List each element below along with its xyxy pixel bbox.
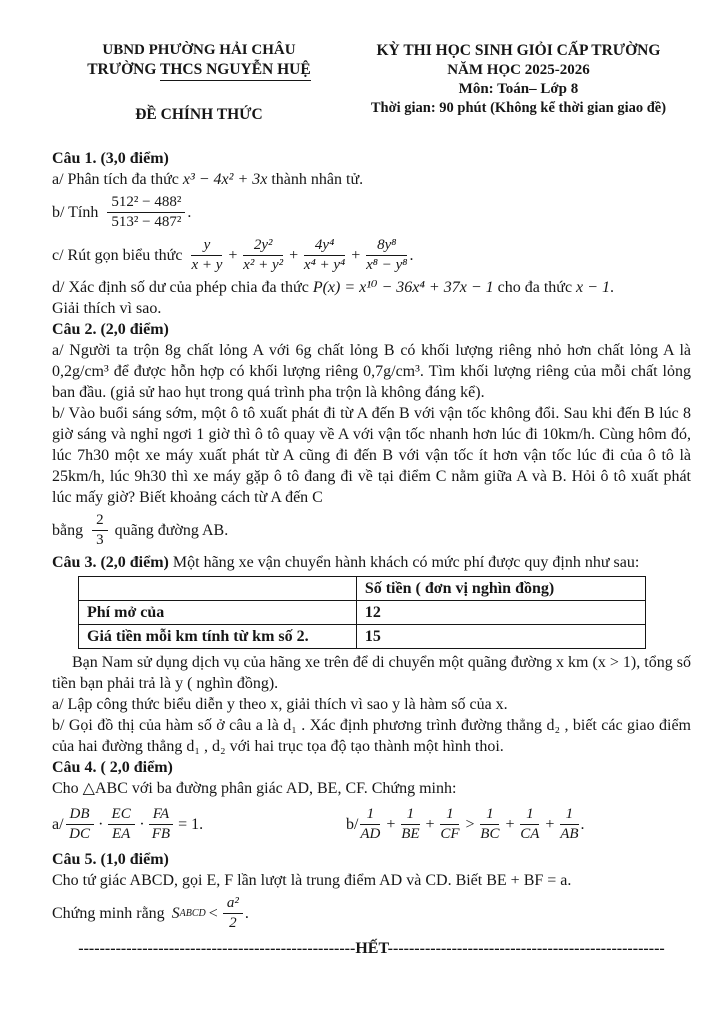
q1a-text: a/ Phân tích đa thức <box>52 171 179 188</box>
exam-title: KỲ THI HỌC SINH GIỎI CẤP TRƯỜNG <box>376 42 661 59</box>
q4b-period: . <box>580 815 585 833</box>
fee-open-value: 12 <box>356 601 645 625</box>
fraction-numerator: 4y⁴ <box>304 237 345 255</box>
exam-type-label: ĐỀ CHÍNH THỨC <box>135 106 263 123</box>
school-year: NĂM HỌC 2025-2026 <box>447 62 590 78</box>
question-1a <box>52 169 691 190</box>
fraction-denominator: x⁸ − y⁸ <box>366 256 408 273</box>
question-3-paragraph: Bạn Nam sử dụng dịch vụ của hãng xe trên để di chuyển một quãng đường x km (x > 1), tổng số tiền bạn phải trả là y ( nghìn đồng). <box>52 654 691 692</box>
question-3-title: Câu 3. (2,0 điểm) <box>52 554 169 571</box>
fraction-denominator: x⁴ + y⁴ <box>303 256 346 273</box>
question-3a: a/ Lập công thức biểu diễn y theo x, giải thích vì sao y là hàm số của x. <box>52 696 508 713</box>
q4a-fraction-3 <box>149 806 173 841</box>
fraction-denominator: 3 <box>96 531 104 548</box>
fraction-denominator: FB <box>151 825 171 842</box>
question-1d-line2: Giải thích vì sao. <box>52 300 162 317</box>
fraction-denominator: DC <box>69 825 90 842</box>
header-right <box>346 42 691 124</box>
fee-table-header-row <box>79 577 646 601</box>
question-4-formulas <box>52 801 691 847</box>
plus-operator: + <box>504 815 516 833</box>
question-1b <box>52 191 691 233</box>
question-2b: b/ Vào buổi sáng sớm, một ô tô xuất phát đi từ A đến B với vận tốc không đổi. Sau khi đến B lúc 8 giờ sáng và nghỉ ngơi 1 giờ thì ô tô quay về A với vận tốc nhanh hơn lúc đi 10km/h. Cùng hôm đó, lúc 7h30 một xe máy xuất phát từ A cũng đi đến B với vận tốc ít hơn vận tốc lúc đi của ô tô là 25km/h, lúc 9h30 thì xe máy gặp ô tô đang đi về tại điểm C nằm giữa A và B. Hỏi ô tô xuất phát lúc mấy giờ? Biết khoảng cách từ A đến C <box>52 405 691 506</box>
q4a-equals-one: = 1. <box>178 815 204 833</box>
fraction-numerator: 1 <box>480 806 499 824</box>
fraction-denominator: 513² − 487² <box>111 213 182 230</box>
fraction-denominator: 2 <box>229 914 237 931</box>
question-5-line1: Cho tứ giác ABCD, gọi E, F lần lượt là trung điểm AD và CD. Biết BE + BF = a. <box>52 872 572 889</box>
fraction-denominator: x² + y² <box>243 256 284 273</box>
q1c-fraction-3 <box>304 237 345 272</box>
fraction-denominator: AD <box>360 825 381 842</box>
area-subscript: ABCD <box>179 907 206 919</box>
school-name-underlined: THCS NGUYỄN HUỆ <box>160 61 311 81</box>
table-row <box>79 601 646 625</box>
fraction-numerator: 1 <box>520 806 539 824</box>
q1d-period: . <box>609 279 614 296</box>
q1b-text: b/ Tính <box>52 203 99 221</box>
q1d-polynomial: P(x) = x¹⁰ − 36x⁴ + 37x − 1 <box>312 279 494 296</box>
q4b-fraction-3 <box>440 806 459 841</box>
fraction-numerator: y <box>191 237 222 255</box>
plus-operator: + <box>288 246 299 264</box>
q1d-text: d/ Xác định số dư của phép chia đa thức <box>52 279 309 296</box>
fraction-numerator: a² <box>223 895 243 913</box>
exam-header <box>52 42 691 124</box>
header-left <box>52 42 346 124</box>
plus-operator: + <box>385 815 397 833</box>
q4a-fraction-2 <box>108 806 135 841</box>
table-row <box>79 625 646 649</box>
q4b-fraction-6 <box>560 806 578 841</box>
fraction-denominator: CA <box>520 825 540 842</box>
org-name: UBND PHƯỜNG HẢI CHÂU <box>102 42 296 58</box>
subject-grade: Môn: Toán– Lớp 8 <box>458 81 579 97</box>
q1d-divisor: x − 1 <box>576 279 610 296</box>
question-3-intro <box>52 552 691 573</box>
dot-operator: · <box>98 815 103 833</box>
plus-operator: + <box>424 815 436 833</box>
fee-table-header-empty <box>79 577 357 601</box>
question-1d <box>52 277 691 298</box>
q4a-expression <box>64 806 176 841</box>
fraction-denominator: EA <box>111 825 131 842</box>
q1c-fraction-1 <box>191 237 222 272</box>
question-3b: b/ Gọi đồ thị của hàm số ở câu a là d₁ . Xác định phương trình đường thẳng d₂ , biết các giao điểm của hai đường thẳng d₁ , d₂ với hai trục tọa độ tạo thành một hình thoi. <box>52 717 691 755</box>
q4a-fraction-1 <box>66 806 94 841</box>
fraction-denominator: AB <box>560 825 579 842</box>
q1c-expression <box>189 237 409 272</box>
plus-operator: + <box>544 815 556 833</box>
fraction-denominator: CF <box>440 825 460 842</box>
fee-table <box>78 576 646 649</box>
q1d-text-mid: cho đa thức <box>497 279 573 296</box>
q5-fraction <box>223 895 243 930</box>
fraction-denominator: BE <box>401 825 420 842</box>
fraction-numerator: 512² − 488² <box>107 194 185 212</box>
q1a-expression: x³ − 4x² + 3x <box>182 171 268 188</box>
q1c-period: . <box>409 246 414 264</box>
fraction-numerator: EC <box>108 806 135 824</box>
question-2-title: Câu 2. (2,0 điểm) <box>52 321 169 338</box>
fraction-denominator: x + y <box>191 256 223 273</box>
end-of-exam-divider <box>52 938 691 959</box>
q1c-text: c/ Rút gọn biểu thức <box>52 246 183 264</box>
plus-operator: + <box>350 246 362 264</box>
fraction-numerator: DB <box>66 806 94 824</box>
q1c-fraction-2 <box>243 237 283 272</box>
question-5-line2 <box>52 892 691 934</box>
fraction-denominator: BC <box>480 825 500 842</box>
q4b-fraction-4 <box>480 806 499 841</box>
question-4-title: Câu 4. ( 2,0 điểm) <box>52 759 173 776</box>
fraction-numerator: 2y² <box>243 237 283 255</box>
q5-period: . <box>244 904 249 922</box>
fraction-numerator: FA <box>149 806 173 824</box>
fee-table-header-amount: Số tiền ( đơn vị nghìn đồng) <box>356 577 645 601</box>
q4b-expression <box>358 806 580 841</box>
dot-operator: · <box>139 815 144 833</box>
q3-intro-text: Một hãng xe vận chuyển hành khách có mức phí được quy định như sau: <box>168 554 640 571</box>
q4a-label: a/ <box>52 815 64 833</box>
question-1c <box>52 234 691 276</box>
duration: Thời gian: 90 phút (Không kể thời gian giao đề) <box>370 100 667 116</box>
divider-dashes-left: ---------------------------------------------------- <box>78 940 356 957</box>
fraction-numerator: 1 <box>440 806 459 824</box>
fraction-numerator: 1 <box>401 806 419 824</box>
divider-dashes-right: ---------------------------------------------------- <box>387 940 665 957</box>
q1b-period: . <box>187 203 192 221</box>
q1b-fraction <box>107 194 185 229</box>
q1c-fraction-4 <box>366 237 407 272</box>
q4b-fraction-1 <box>360 806 380 841</box>
q2b-text-post: quãng đường AB. <box>114 521 229 539</box>
fee-open-label: Phí mở của <box>79 601 357 625</box>
two-thirds-fraction <box>92 512 108 547</box>
question-4b <box>346 801 691 847</box>
question-1-title: Câu 1. (3,0 điểm) <box>52 150 169 167</box>
greater-than-operator: > <box>464 815 476 833</box>
q2b-text: bằng <box>52 521 84 539</box>
question-4a <box>52 801 346 847</box>
end-label: HẾT <box>355 940 388 957</box>
fraction-numerator: 1 <box>360 806 380 824</box>
q4b-fraction-2 <box>401 806 419 841</box>
question-2a: a/ Người ta trộn 8g chất lỏng A với 6g chất lỏng B có khối lượng riêng nhỏ hơn chất lỏng A là 0,2g/cm³ để được hỗn hợp có khối lượng riêng 0,7g/cm³. Tìm khối lượng riêng của mỗi chất lỏng ban đầu. (giả sử hao hụt trong quá trình pha trộn là không đáng kể). <box>52 342 691 401</box>
question-4-intro: Cho △ABC với ba đường phân giác AD, BE, CF. Chứng minh: <box>52 780 457 797</box>
school-name <box>52 61 346 79</box>
q4b-label: b/ <box>345 815 359 833</box>
less-than-operator: < <box>208 904 218 922</box>
q5-text: Chứng minh rằng <box>52 904 165 922</box>
fraction-numerator: 8y⁸ <box>366 237 407 255</box>
q1a-text-post: thành nhân tử. <box>271 171 364 188</box>
school-name-prefix: TRƯỜNG <box>87 61 160 78</box>
q4b-fraction-5 <box>520 806 539 841</box>
question-5-title: Câu 5. (1,0 điểm) <box>52 851 169 868</box>
question-2b-continued <box>52 509 691 551</box>
fee-per-km-label: Giá tiền mỗi km tính từ km số 2. <box>79 625 357 649</box>
exam-body <box>52 148 691 959</box>
fee-per-km-value: 15 <box>356 625 645 649</box>
plus-operator: + <box>227 246 239 264</box>
fraction-numerator: 1 <box>560 806 578 824</box>
area-symbol: S <box>171 904 180 922</box>
fraction-numerator: 2 <box>92 512 108 530</box>
